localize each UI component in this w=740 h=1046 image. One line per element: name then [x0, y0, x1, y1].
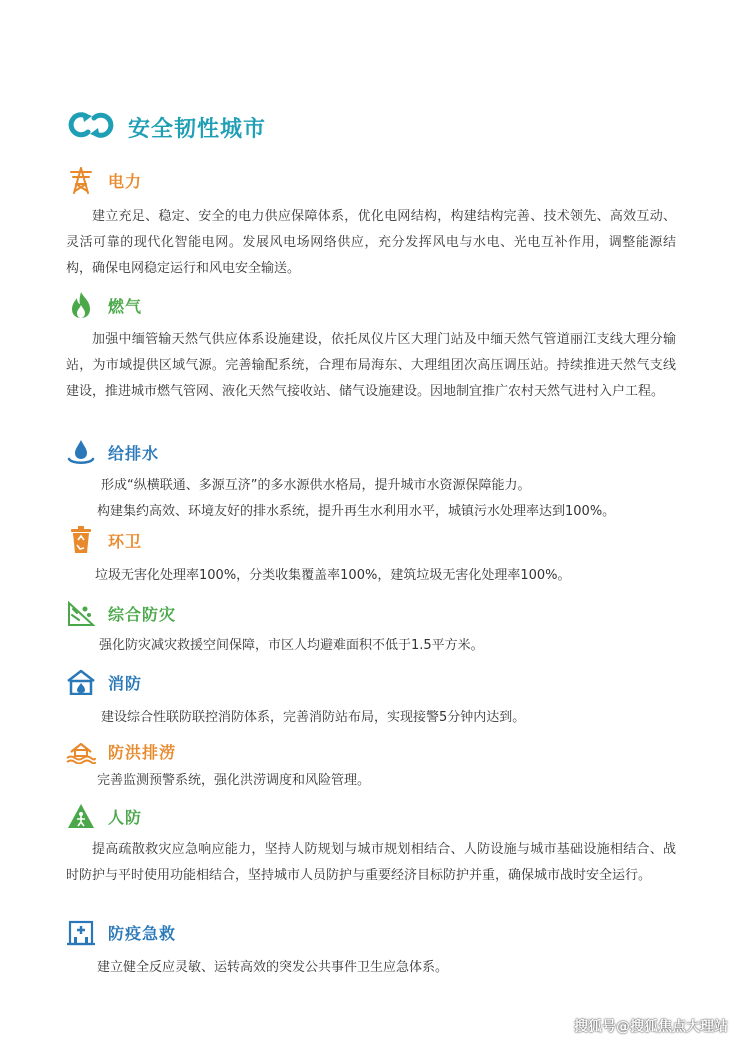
- section-line: 完善监测预警系统，强化洪涝调度和风险管理。: [97, 773, 371, 788]
- section-line: 建设综合性联防联控消防体系，完善消防站布局，实现接警5分钟内达到。: [101, 710, 526, 725]
- section-line: 强化防灾减灾救援空间保障，市区人均避难面积不低于1.5平方米。: [99, 638, 484, 653]
- cycle-arrows-icon: [66, 110, 118, 144]
- section-label: 综合防灾: [108, 604, 177, 624]
- section-heading-fire-protection: [66, 667, 142, 697]
- section-label: 电力: [108, 171, 143, 191]
- section-body-power: 建立充足、稳定、安全的电力供应保障体系，优化电网结构，构建结构完善、技术领先、高效互动、灵活可靠的现代化智能电网。发展风电场网络供应，充分发挥风电与水电、光电互补作用，调整能源结构，确保电网稳定运行和风电安全输送。: [66, 209, 676, 276]
- water-drop-icon: [66, 437, 96, 467]
- page-title-text: 安全韧性城市: [128, 116, 267, 142]
- section-heading-power: [66, 165, 142, 195]
- section-body-gas: 加强中缅管输天然气供应体系设施建设，依托凤仪片区大理门站及中缅天然气管道丽江支线大理分输站，为市域提供区域气源。完善输配系统，合理布局海东、大理组团次高压调压站。持续推进天然气支线建设，推进城市燃气管网、液化天然气接收站、储气设施建设。因地制宜推广农村天然气进村入户工程。: [66, 332, 676, 399]
- section-label: 消防: [108, 673, 143, 693]
- section-line: 构建集约高效、环境友好的排水系统，提升再生水利用水平，城镇污水处理率达到100%。: [97, 504, 616, 519]
- section-label: 人防: [108, 807, 143, 827]
- section-label: 防疫急救: [108, 923, 177, 943]
- section-label: 给排水: [108, 443, 160, 463]
- section-heading-flood-control: [66, 736, 176, 766]
- section-heading-water: [66, 437, 159, 467]
- section-label: 环卫: [108, 531, 143, 551]
- hospital-icon: [66, 917, 96, 947]
- flame-icon: [66, 290, 96, 320]
- section-heading-disaster-prevention: [66, 598, 176, 628]
- section-line: 建立健全反应灵敏、运转高效的突发公共事件卫生应急体系。: [97, 960, 449, 975]
- fire-station-icon: [66, 667, 96, 697]
- section-line: 形成“纵横联通、多源互济”的多水源供水格局，提升城市水资源保障能力。: [101, 478, 531, 493]
- landslide-icon: [66, 598, 96, 628]
- flood-icon: [66, 736, 96, 766]
- recycle-bin-icon: [66, 525, 96, 555]
- watermark-text: 搜狐号@搜狐焦点大理站: [574, 1019, 728, 1035]
- section-heading-sanitation: [66, 525, 142, 555]
- section-heading-epidemic-emergency: [66, 917, 176, 947]
- section-label: 燃气: [108, 296, 143, 316]
- power-tower-icon: [66, 165, 96, 195]
- section-heading-civil-defense: [66, 801, 142, 831]
- civil-defense-icon: [66, 801, 96, 831]
- section-body-civil-defense: 提高疏散救灾应急响应能力，坚持人防规划与城市规划相结合、人防设施与城市基础设施相结合、战时防护与平时使用功能相结合，坚持城市人员防护与重要经济目标防护并重，确保城市战时安全运行。: [66, 842, 676, 883]
- section-label: 防洪排涝: [108, 742, 177, 762]
- section-heading-gas: [66, 290, 142, 320]
- page-title: [66, 107, 266, 147]
- section-line: 垃圾无害化处理率100%，分类收集覆盖率100%，建筑垃圾无害化处理率100%。: [95, 568, 571, 583]
